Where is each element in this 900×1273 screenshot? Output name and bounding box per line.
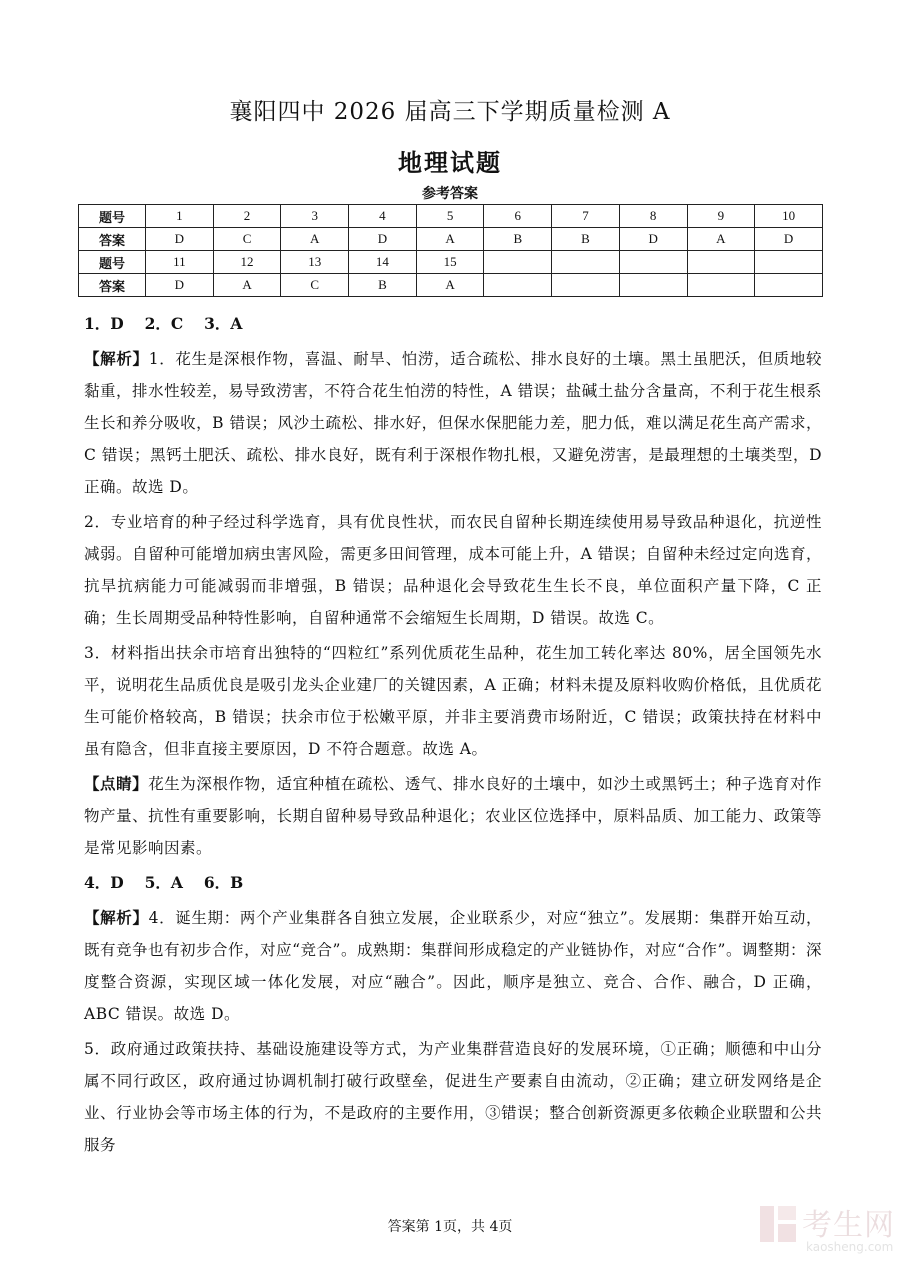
answer-cell: 9 (687, 205, 755, 228)
answer-cell: A (213, 274, 281, 297)
answer-cell: 8 (619, 205, 687, 228)
answer-cell: 1 (146, 205, 214, 228)
answers-group-2: 4．D 5．A 6．B (84, 873, 244, 892)
watermark-logo-icon (758, 1202, 798, 1246)
analysis-4 (84, 902, 822, 1030)
answer-cell: 14 (349, 251, 417, 274)
answer-table-row (79, 228, 823, 251)
answer-cell (552, 251, 620, 274)
answer-cell (484, 274, 552, 297)
answer-table (78, 204, 823, 297)
answer-cell: D (755, 228, 823, 251)
answer-cell: A (416, 228, 484, 251)
analysis-tag: 【解析】 (84, 349, 149, 368)
exam-title: 襄阳四中 2026 届高三下学期质量检测 A (229, 99, 671, 125)
answer-cell: 6 (484, 205, 552, 228)
subject-title: 地理试题 (398, 148, 502, 177)
answer-cell (755, 274, 823, 297)
watermark (758, 1200, 898, 1260)
analysis-tag-2: 【解析】 (84, 908, 149, 927)
page-footer: 答案第 1页，共 4页 (387, 1219, 513, 1235)
answer-cell (687, 274, 755, 297)
analysis-2: 2．专业培育的种子经过科学选育，具有优良性状，而农民自留种长期连续使用易导致品种退化，抗逆性减弱。自留种可能增加病虫害风险，需更多田间管理，成本可能上升，A 错误；自留种未经过定向选育，抗旱抗病能力可能减弱而非增强，B 错误；品种退化会导致花生生长不良，单位面积产量下降，C 正确；生长周期受品种特性影响，自留种通常不会缩短生长周期，D 错误。故选 C。 (84, 513, 822, 627)
answer-cell (552, 274, 620, 297)
row-label: 答案 (79, 274, 146, 297)
analysis-3: 3．材料指出扶余市培育出独特的“四粒红”系列优质花生品种，花生加工转化率达 80%，居全国领先水平，说明花生品质优良是吸引龙头企业建厂的关键因素，A 正确；材料未提及原料收购价格低，且优质花生可能价格较高，B 错误；扶余市位于松嫩平原，并非主要消费市场附近，C 错误；政策扶持在材料中虽有隐含，但非直接主要原因，D 不符合题意。故选 A。 (84, 644, 822, 758)
answer-cell: 11 (146, 251, 214, 274)
watermark-url: kaosheng.com (806, 1240, 894, 1254)
answer-cell (619, 251, 687, 274)
tip-text: 花生为深根作物，适宜种植在疏松、透气、排水良好的土壤中，如沙土或黑钙土；种子选育对作物产量、抗性有重要影响，长期自留种易导致品种退化；农业区位选择中，原料品质、加工能力、政策等是常见影响因素。 (84, 775, 822, 857)
answer-cell: 3 (281, 205, 349, 228)
answer-cell: 7 (552, 205, 620, 228)
answer-cell: B (349, 274, 417, 297)
watermark-name: 考生网 (802, 1208, 895, 1243)
answer-cell: 2 (213, 205, 281, 228)
analysis-5: 5．政府通过政策扶持、基础设施建设等方式，为产业集群营造良好的发展环境，①正确；顺德和中山分属不同行政区，政府通过协调机制打破行政壁垒，促进生产要素自由流动，②正确；建立研发网络是企业、行业协会等市场主体的行为，不是政府的主要作用，③错误；整合创新资源更多依赖企业联盟和公共服务 (84, 1040, 822, 1154)
answer-cell: D (349, 228, 417, 251)
answer-cell: D (619, 228, 687, 251)
answer-cell: A (416, 274, 484, 297)
answer-table-row (79, 274, 823, 297)
answer-cell (619, 274, 687, 297)
answer-cell: 10 (755, 205, 823, 228)
explanation-body (84, 308, 822, 1164)
row-label: 题号 (79, 251, 146, 274)
row-label: 题号 (79, 205, 146, 228)
answer-table-row (79, 205, 823, 228)
answer-cell: D (146, 228, 214, 251)
analysis-1-text: 1．花生是深根作物，喜温、耐旱、怕涝，适合疏松、排水良好的土壤。黑土虽肥沃，但质地较黏重，排水性较差，易导致涝害，不符合花生怕涝的特性，A 错误；盐碱土盐分含量高，不利于花生根系生长和养分吸收，B 错误；风沙土疏松、排水好，但保水保肥能力差，肥力低，难以满足花生高产需求，C 错误；黑钙土肥沃、疏松、排水良好，既有利于深根作物扎根，又避免涝害，是最理想的土壤类型，D 正确。故选 D。 (84, 350, 822, 496)
answer-cell: A (281, 228, 349, 251)
row-label: 答案 (79, 228, 146, 251)
answer-cell: 12 (213, 251, 281, 274)
answer-cell: D (146, 274, 214, 297)
answer-cell (687, 251, 755, 274)
answer-table-row (79, 251, 823, 274)
answer-cell: B (552, 228, 620, 251)
answer-cell (755, 251, 823, 274)
answer-cell: B (484, 228, 552, 251)
analysis-4-text: 4．诞生期：两个产业集群各自独立发展，企业联系少，对应“独立”。发展期：集群开始互动，既有竞争也有初步合作，对应“竞合”。成熟期：集群间形成稳定的产业链协作，对应“合作”。调整期：深度整合资源，实现区域一体化发展，对应“融合”。因此，顺序是独立、竞合、合作、融合，D 正确，ABC 错误。故选 D。 (84, 909, 822, 1023)
answer-cell: 4 (349, 205, 417, 228)
answers-group-1: 1．D 2．C 3．A (84, 314, 243, 333)
answer-cell: A (687, 228, 755, 251)
answer-cell (484, 251, 552, 274)
answer-cell: C (281, 274, 349, 297)
answer-cell: 5 (416, 205, 484, 228)
answer-cell: C (213, 228, 281, 251)
analysis-1 (84, 343, 822, 503)
answer-cell: 13 (281, 251, 349, 274)
answer-subtitle: 参考答案 (422, 186, 478, 202)
tip (84, 768, 822, 864)
answer-cell: 15 (416, 251, 484, 274)
tip-tag: 【点睛】 (84, 774, 149, 793)
